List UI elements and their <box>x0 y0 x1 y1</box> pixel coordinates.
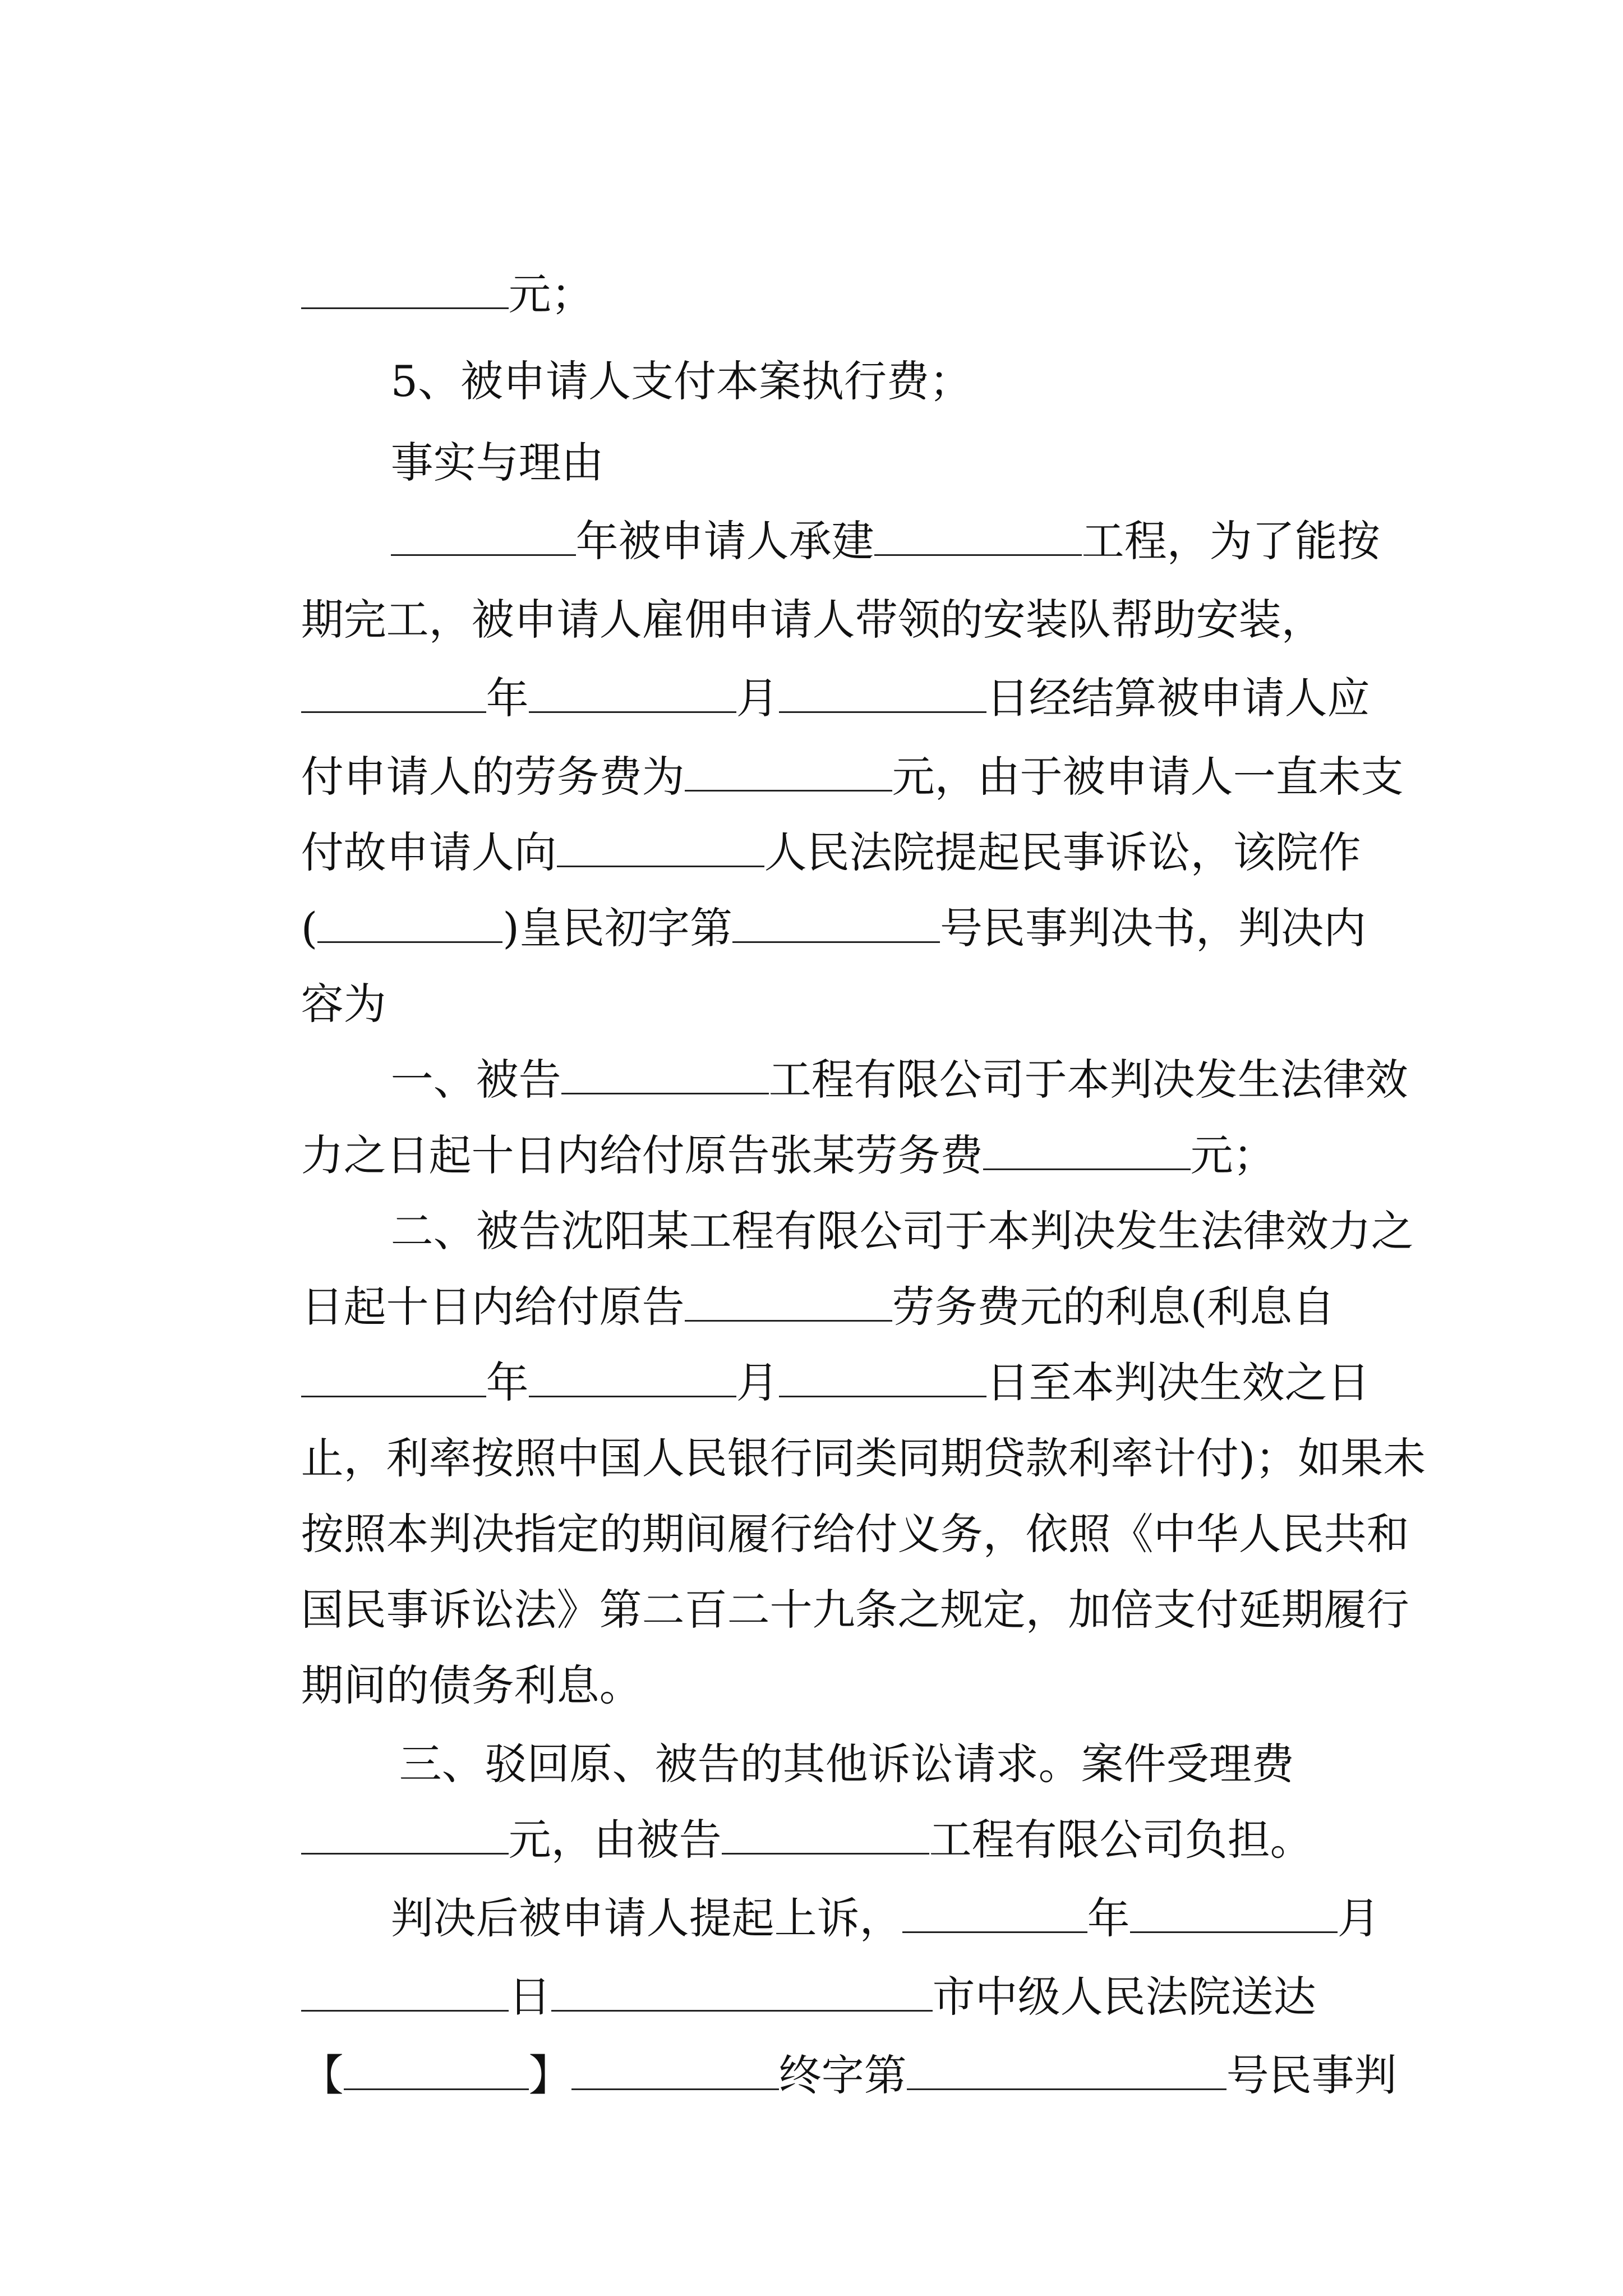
text-segment: 日 <box>508 1972 551 2022</box>
judgment-item-2-cont-2 <box>247 1290 1370 1407</box>
text-segment: 工程有限公司于本判决发生法律效 <box>768 1055 1408 1105</box>
line-fact-7 <box>247 912 386 1029</box>
line-fact-3 <box>247 606 1370 723</box>
text-segment: 事实与理由 <box>390 438 604 487</box>
text-segment: 月 <box>736 1358 779 1407</box>
text-segment: 年 <box>1087 1893 1130 1943</box>
text-segment: 容为 <box>301 979 386 1029</box>
text-segment: 年被申请人承建 <box>575 516 874 566</box>
text-segment: 劳务费元的利息(利息自 <box>892 1282 1335 1332</box>
line-appeal-2 <box>247 1904 1316 2022</box>
text-segment: 年 <box>486 1358 529 1407</box>
judgment-item-2-cont-1 <box>247 1214 1335 1332</box>
text-segment: 付申请人的劳务费为 <box>301 752 685 802</box>
text-segment: 市中级人民法院送达 <box>932 1972 1316 2022</box>
text-segment: 年 <box>486 673 529 723</box>
judgment-item-2 <box>336 1139 1414 1256</box>
text-segment: 力之日起十日内给付原告张某劳务费 <box>301 1130 983 1180</box>
text-segment: 判决后被申请人提起上诉， <box>390 1893 902 1943</box>
line-execution-fee <box>336 289 972 406</box>
line-fact-4 <box>247 684 1404 802</box>
judgment-item-2-cont-6 <box>247 1593 642 1710</box>
text-segment: 月 <box>736 673 779 723</box>
text-segment: 元，由被告 <box>508 1815 722 1865</box>
text-segment: 按照本判决指定的期间履行给付义务，依照《中华人民共和 <box>301 1509 1409 1559</box>
judgment-item-2-cont-4 <box>247 1442 1409 1559</box>
text-segment: 号民事判 <box>1226 2050 1397 2100</box>
text-segment: 【 <box>301 2050 344 2100</box>
text-segment: 三、驳回原、被告的其他诉讼请求。案件受理费 <box>399 1739 1294 1789</box>
line-appeal-3 <box>247 1983 1397 2100</box>
text-segment: 元； <box>508 269 594 319</box>
text-segment: 终字第 <box>778 2050 907 2100</box>
judgment-item-2-cont-3 <box>247 1366 1426 1483</box>
line-appeal-1 <box>336 1826 1380 1943</box>
text-segment: ( <box>301 903 318 953</box>
text-segment: 日经结算被申请人应 <box>986 673 1370 723</box>
text-segment: 元，由于被申请人一直未支 <box>892 752 1404 802</box>
text-segment: 期间的债务利息。 <box>301 1660 642 1710</box>
blank-field <box>732 902 940 943</box>
text-segment: 】 <box>528 2050 571 2100</box>
judgment-item-1-cont <box>247 1063 1276 1180</box>
text-segment: 止，利率按照中国人民银行同类同期贷款利率计付)；如果未 <box>301 1433 1426 1483</box>
line-amount-yuan <box>247 202 594 319</box>
text-segment: )皇民初字第 <box>502 903 732 953</box>
text-segment: 5、被申请人支付本案执行费； <box>390 356 972 406</box>
judgment-item-3 <box>345 1672 1294 1789</box>
text-segment: 号民事判决书，判决内 <box>939 903 1366 953</box>
blank-field <box>907 2049 1227 2090</box>
line-fact-5 <box>247 760 1361 877</box>
text-segment: 二、被告沈阳某工程有限公司于本判决发生法律效力之 <box>390 1206 1414 1256</box>
text-segment: 人民法院提起民事诉讼，该院作 <box>764 827 1361 877</box>
text-segment: 元； <box>1190 1130 1276 1180</box>
section-heading-facts <box>336 370 604 487</box>
blank-field <box>571 2049 779 2090</box>
judgment-item-2-cont-5 <box>247 1517 1409 1635</box>
judgment-item-1 <box>336 987 1408 1105</box>
text-segment: 工程，为了能按 <box>1081 516 1380 566</box>
text-segment: 日至本判决生效之日 <box>986 1358 1370 1407</box>
text-segment: 日起十日内给付原告 <box>301 1282 685 1332</box>
text-segment: 月 <box>1337 1893 1380 1943</box>
line-fact-1 <box>336 449 1380 566</box>
blank-field <box>344 2049 529 2090</box>
text-segment: 工程有限公司负担。 <box>929 1815 1313 1865</box>
line-fact-6 <box>247 836 1366 953</box>
text-segment: 一、被告 <box>390 1055 561 1105</box>
judgment-item-3-cont <box>247 1747 1313 1865</box>
text-segment: 期完工，被申请人雇佣申请人带领的安装队帮助安装， <box>301 595 1324 645</box>
text-segment: 国民事诉讼法》第二百二十九条之规定，加倍支付延期履行 <box>301 1585 1409 1635</box>
line-fact-2 <box>247 527 1324 645</box>
text-segment: 付故申请人向 <box>301 827 557 877</box>
